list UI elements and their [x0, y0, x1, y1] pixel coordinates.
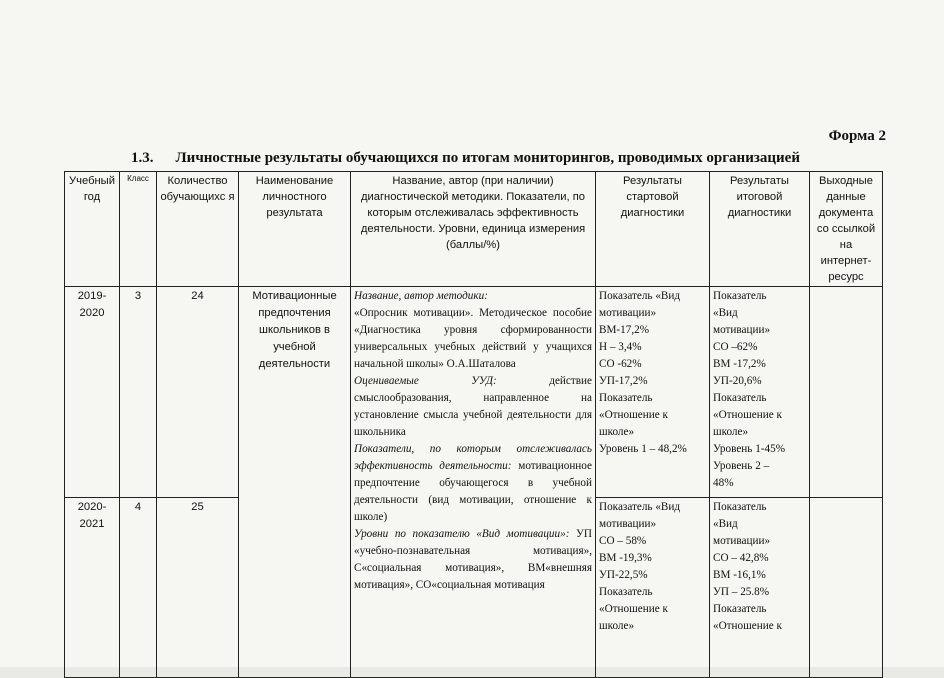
col-header-final-results: Результаты итоговой диагностики [710, 172, 810, 287]
row-count: 25 [157, 498, 239, 678]
final-results-cell: Показатель «Вид мотивации» СО –62% ВМ -17,2% УП-20,6% Показатель «Отношение к школе» Уровень 1-45% Уровень 2 – 48% [710, 287, 810, 498]
results-table [64, 171, 883, 678]
method-label: Название, автор методики: [354, 290, 488, 302]
col-header-year: Учебный год [65, 172, 120, 287]
final-results-cell: Показатель «Вид мотивации» СО – 42,8% ВМ -16,1% УП – 25.8% Показатель «Отношение к [710, 498, 810, 678]
method-text: Оцениваемые УУД: действие смыслообразования, направленное на установление смысла учебной деятельности для школьника [354, 375, 592, 438]
method-text: Уровни по показателю «Вид мотивации»: УП «учебно-познавательная мотивация», С«социальная мотивация», ВМ«внешняя мотивация», СО«социальная мотивация [354, 528, 592, 591]
col-header-method: Название, автор (при наличии) диагностической методики. Показатели, по которым отслеживалась эффективность деятельности. Уровни, единица измерения (баллы/%) [351, 172, 596, 287]
form-label: Форма 2 [828, 128, 886, 144]
start-results-cell: Показатель «Вид мотивации» СО – 58% ВМ -19,3% УП-22,5% Показатель «Отношение к школе» [596, 498, 710, 678]
section-number: 1.3. [131, 150, 154, 166]
section-heading: Личностные результаты обучающихся по итогам мониторингов, проводимых организацией [175, 150, 800, 166]
method-text: Показатели, по которым отслеживалась эффективность деятельности: мотивационное предпочтение обучающегося в учебной деятельности (вид мотивации, отношение к школе) [354, 443, 592, 523]
table-header-row [65, 172, 883, 287]
col-header-output: Выходные данные документа со ссылкой на интернет-ресурс [810, 172, 883, 287]
col-header-class: Класс [120, 172, 157, 287]
method-cell [351, 287, 596, 678]
start-results-cell: Показатель «Вид мотивации» ВМ-17,2% Н – 3,4% СО -62% УП-17,2% Показатель «Отношение к школе» Уровень 1 – 48,2% [596, 287, 710, 498]
row-output [810, 287, 883, 498]
row-count: 24 [157, 287, 239, 498]
section-title [131, 150, 800, 167]
table-row [65, 287, 883, 498]
row-output [810, 498, 883, 678]
col-header-count: Количество обучающихс я [157, 172, 239, 287]
row-result-name: Мотивационные предпочтения школьников в учебной деятельности [239, 287, 351, 678]
col-header-result-name: Наименование личностного результата [239, 172, 351, 287]
row-year: 2020-2021 [65, 498, 120, 678]
row-class: 4 [120, 498, 157, 678]
method-text: «Опросник мотивации». Методическое пособие «Диагностика уровня сформированности универсальных учебных действий у учащихся начальной школы» О.А.Шаталова [354, 307, 592, 370]
row-year: 2019-2020 [65, 287, 120, 498]
row-class: 3 [120, 287, 157, 498]
col-header-start-results: Результаты стартовой диагностики [596, 172, 710, 287]
